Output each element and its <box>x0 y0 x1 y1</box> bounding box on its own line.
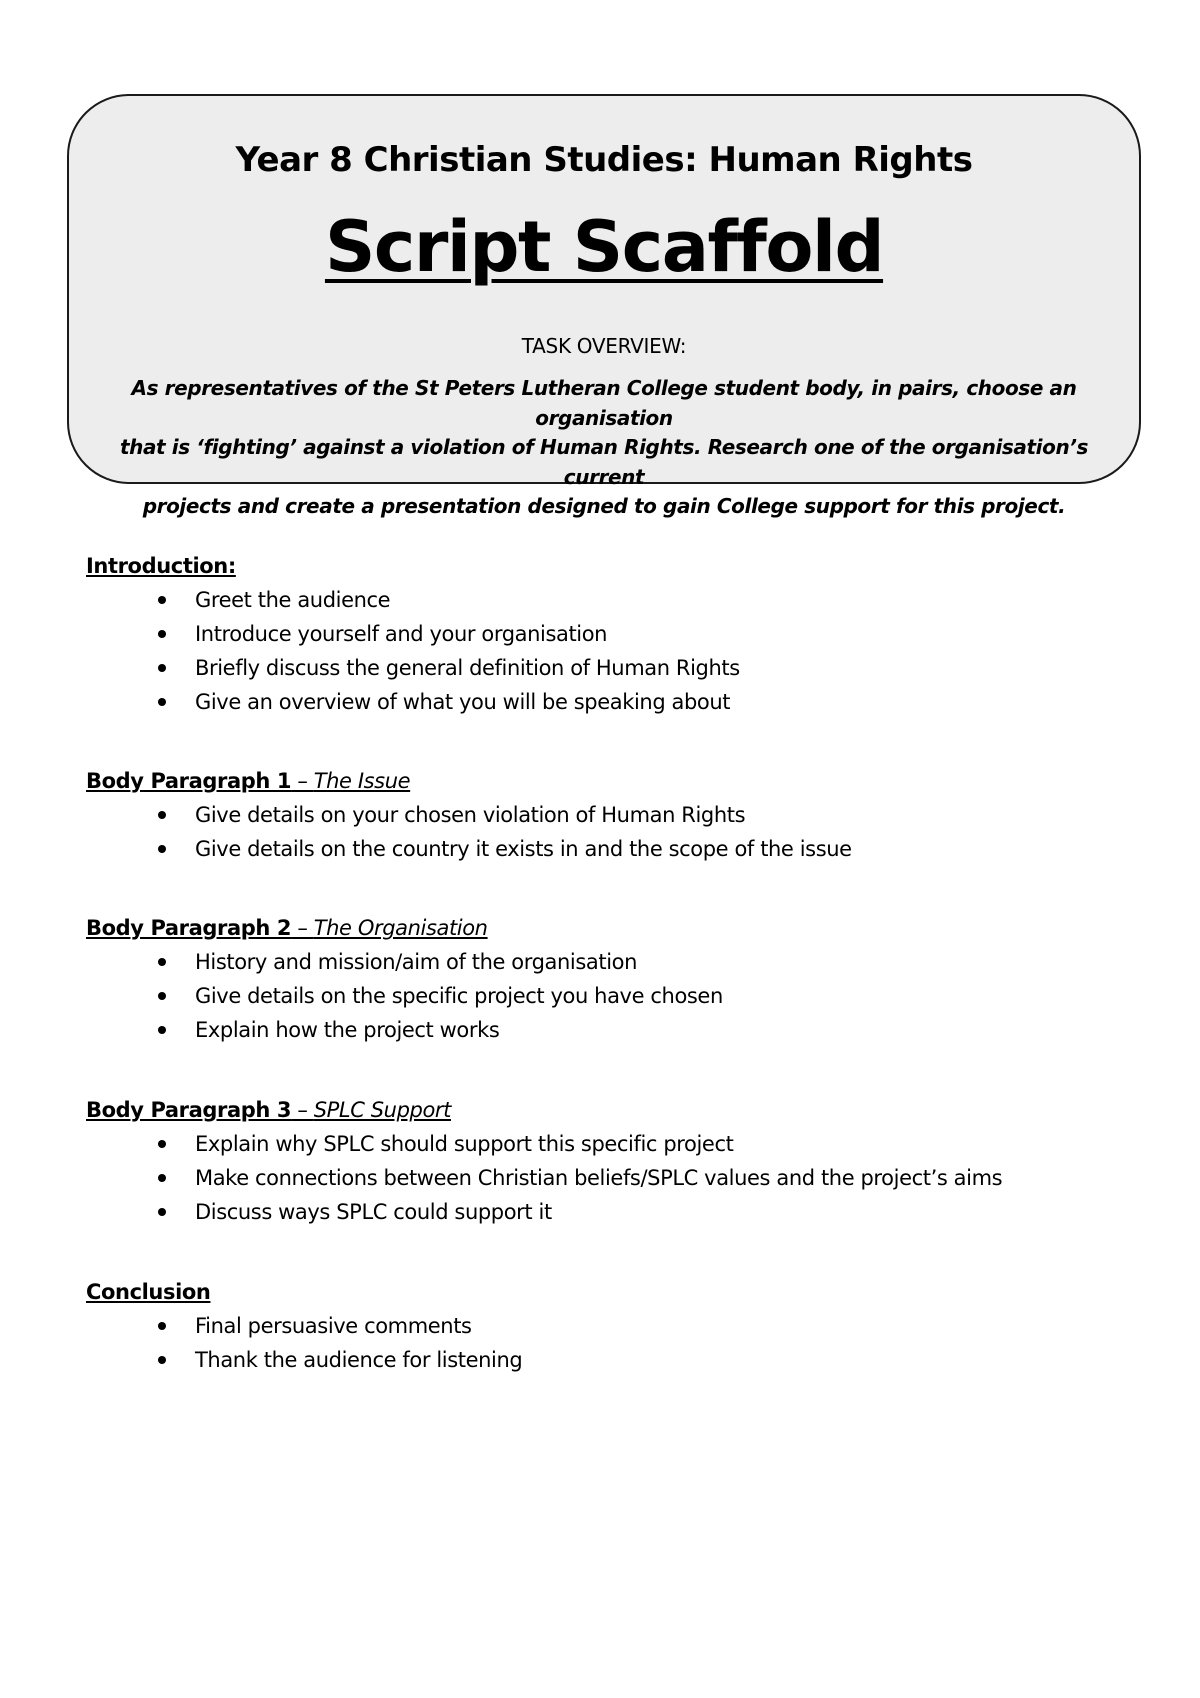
section-heading <box>86 915 1146 941</box>
list-item-text: Explain how the project works <box>195 1018 500 1042</box>
section-topic: The Organisation <box>313 916 488 940</box>
list-item <box>86 1309 1146 1343</box>
task-line: As representatives of the St Peters Lutheran College student body, in pairs, choose an organisation <box>131 376 1077 430</box>
list-item-text: Discuss ways SPLC could support it <box>195 1200 552 1224</box>
list-item <box>86 617 1146 651</box>
bullet-icon <box>158 845 166 853</box>
course-subtitle: Year 8 Christian Studies: Human Rights <box>235 140 973 180</box>
section-heading <box>86 768 1146 794</box>
list-item-text: Give an overview of what you will be speaking about <box>195 690 731 714</box>
bullet-icon <box>158 698 166 706</box>
list-item-text: Final persuasive comments <box>195 1314 472 1338</box>
list-item <box>86 1127 1146 1161</box>
bullet-list <box>86 1309 1146 1377</box>
bullet-list <box>86 583 1146 719</box>
bullet-icon <box>158 1140 166 1148</box>
list-item-text: Briefly discuss the general definition of Human Rights <box>195 656 740 680</box>
list-item-text: Give details on the country it exists in and the scope of the issue <box>195 837 852 861</box>
bullet-icon <box>158 630 166 638</box>
list-item-text: Greet the audience <box>195 588 391 612</box>
bullet-icon <box>158 1026 166 1034</box>
section-heading-label: Introduction: <box>86 554 236 578</box>
list-item-text: Give details on your chosen violation of Human Rights <box>195 803 746 827</box>
task-line: projects and create a presentation designed to gain College support for this project. <box>142 494 1066 518</box>
section-heading-label: Body Paragraph 1 <box>86 769 292 793</box>
section-topic: SPLC Support <box>313 1098 451 1122</box>
bullet-icon <box>158 992 166 1000</box>
bullet-icon <box>158 664 166 672</box>
section-heading <box>86 553 1146 579</box>
list-item-text: Give details on the specific project you have chosen <box>195 984 723 1008</box>
section-heading <box>86 1279 1146 1305</box>
list-item <box>86 651 1146 685</box>
bullet-icon <box>158 596 166 604</box>
list-item-text: Explain why SPLC should support this specific project <box>195 1132 734 1156</box>
list-item <box>86 685 1146 719</box>
bullet-list <box>86 1127 1146 1229</box>
list-item <box>86 1013 1146 1047</box>
bullet-icon <box>158 1174 166 1182</box>
task-overview-text <box>105 374 1103 522</box>
bullet-icon <box>158 958 166 966</box>
page-title-text: Script Scaffold <box>324 206 884 288</box>
section-introduction <box>86 553 1146 719</box>
task-line: that is ‘fighting’ against a violation of Human Rights. Research one of the organisation’s current <box>119 435 1089 489</box>
list-item-text: Introduce yourself and your organisation <box>195 622 608 646</box>
bullet-list <box>86 945 1146 1047</box>
list-item <box>86 1343 1146 1377</box>
section-heading <box>86 1097 1146 1123</box>
list-item <box>86 945 1146 979</box>
title-box <box>67 94 1141 518</box>
heading-separator: – <box>291 916 314 940</box>
bullet-icon <box>158 811 166 819</box>
section-conclusion <box>86 1279 1146 1377</box>
list-item <box>86 979 1146 1013</box>
list-item <box>86 1161 1146 1195</box>
list-item <box>86 1195 1146 1229</box>
section-heading-label: Body Paragraph 2 <box>86 916 292 940</box>
bullet-list <box>86 798 1146 866</box>
section-body-paragraph-1 <box>86 768 1146 866</box>
bullet-icon <box>158 1208 166 1216</box>
bullet-icon <box>158 1322 166 1330</box>
page-title <box>69 206 1139 288</box>
section-topic: The Issue <box>313 769 411 793</box>
section-heading-label: Body Paragraph 3 <box>86 1098 292 1122</box>
section-heading-label: Conclusion <box>86 1280 211 1304</box>
list-item <box>86 583 1146 617</box>
task-overview-heading: TASK OVERVIEW: <box>521 334 687 358</box>
heading-separator: – <box>291 769 314 793</box>
list-item-text: Thank the audience for listening <box>195 1348 523 1372</box>
list-item <box>86 832 1146 866</box>
bullet-icon <box>158 1356 166 1364</box>
section-body-paragraph-2 <box>86 915 1146 1047</box>
heading-separator: – <box>291 1098 314 1122</box>
list-item-text: History and mission/aim of the organisation <box>195 950 637 974</box>
list-item-text: Make connections between Christian beliefs/SPLC values and the project’s aims <box>195 1166 1003 1190</box>
section-body-paragraph-3 <box>86 1097 1146 1229</box>
list-item <box>86 798 1146 832</box>
